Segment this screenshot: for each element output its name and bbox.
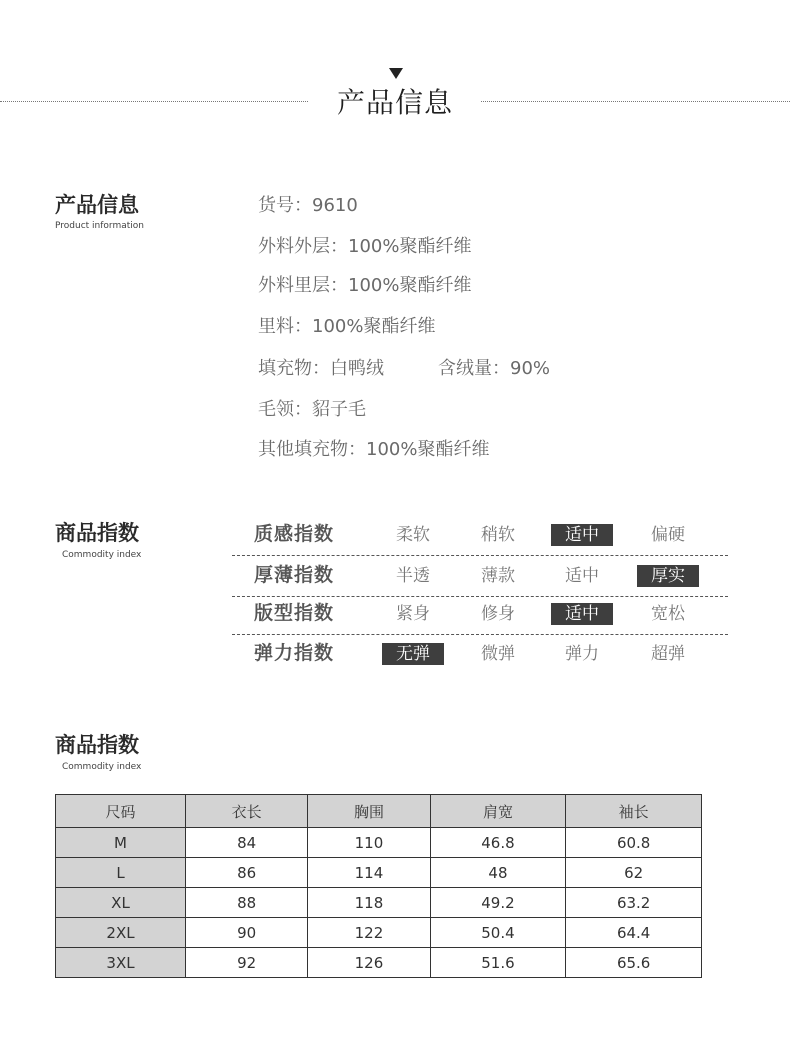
index-option: 紧身 (396, 604, 430, 624)
info-fill: 填充物：白鸭绒 (258, 358, 384, 379)
index-option: 宽松 (651, 604, 685, 624)
index-option: 稍软 (481, 525, 515, 545)
commodity-index-subtitle: Commodity index (62, 550, 142, 560)
table-row (56, 918, 702, 948)
size-table (55, 794, 702, 978)
size-table-title: 商品指数 (55, 733, 139, 757)
table-cell: 126 (308, 948, 430, 978)
table-row (56, 828, 702, 858)
table-cell: 60.8 (566, 828, 702, 858)
table-cell: 63.2 (566, 888, 702, 918)
table-cell: 86 (186, 858, 308, 888)
table-cell: 88 (186, 888, 308, 918)
info-other-fill: 其他填充物：100%聚酯纤维 (258, 439, 490, 460)
table-cell: 90 (186, 918, 308, 948)
index-option: 弹力 (565, 644, 599, 664)
column-header: 衣长 (186, 795, 308, 828)
table-cell: 114 (308, 858, 430, 888)
table-cell: 122 (308, 918, 430, 948)
table-row (56, 858, 702, 888)
index-label: 弹力指数 (254, 642, 335, 664)
index-option-selected: 厚实 (637, 565, 699, 587)
table-cell: 3XL (56, 948, 186, 978)
table-cell: XL (56, 888, 186, 918)
table-cell: 2XL (56, 918, 186, 948)
table-cell: 92 (186, 948, 308, 978)
info-lining: 里料：100%聚酯纤维 (258, 316, 436, 337)
index-option: 微弹 (481, 644, 515, 664)
table-cell: M (56, 828, 186, 858)
table-cell: 51.6 (430, 948, 566, 978)
table-row (56, 948, 702, 978)
index-option-selected: 无弹 (382, 643, 444, 665)
table-cell: 62 (566, 858, 702, 888)
index-option: 适中 (565, 566, 599, 586)
header-divider-right (481, 101, 790, 102)
triangle-down-icon (389, 68, 403, 79)
table-row (56, 888, 702, 918)
column-header: 肩宽 (430, 795, 566, 828)
index-row-thickness (232, 556, 728, 597)
index-row-fit (232, 594, 728, 635)
info-outer-lining: 外料里层：100%聚酯纤维 (258, 275, 472, 296)
page-title: 产品信息 (336, 86, 453, 119)
table-cell: 118 (308, 888, 430, 918)
info-item-number: 货号：9610 (258, 195, 358, 216)
index-option: 柔软 (396, 525, 430, 545)
index-row-texture (232, 515, 728, 556)
commodity-index-title: 商品指数 (55, 521, 139, 545)
index-label: 厚薄指数 (254, 564, 335, 586)
table-cell: 46.8 (430, 828, 566, 858)
table-cell: 110 (308, 828, 430, 858)
index-option: 薄款 (481, 566, 515, 586)
table-cell: 49.2 (430, 888, 566, 918)
size-table-subtitle: Commodity index (62, 762, 142, 772)
info-fill-row (258, 357, 550, 381)
table-cell: 50.4 (430, 918, 566, 948)
table-cell: L (56, 858, 186, 888)
info-down-content: 含绒量：90% (438, 358, 551, 379)
table-cell: 48 (430, 858, 566, 888)
info-outer-shell: 外料外层：100%聚酯纤维 (258, 236, 472, 257)
table-cell: 64.4 (566, 918, 702, 948)
index-label: 质感指数 (254, 523, 335, 545)
product-info-subtitle: Product information (55, 221, 144, 231)
index-option: 半透 (396, 566, 430, 586)
index-row-elasticity (232, 634, 728, 674)
index-label: 版型指数 (254, 602, 335, 624)
table-cell: 84 (186, 828, 308, 858)
table-header-row (56, 795, 702, 828)
index-option: 超弹 (651, 644, 685, 664)
index-option-selected: 适中 (551, 603, 613, 625)
column-header: 尺码 (56, 795, 186, 828)
index-option: 偏硬 (651, 525, 685, 545)
index-option: 修身 (481, 604, 515, 624)
column-header: 袖长 (566, 795, 702, 828)
header-divider-left (0, 101, 308, 102)
product-info-title: 产品信息 (55, 193, 139, 217)
info-collar: 毛领：貂子毛 (258, 399, 366, 420)
index-option-selected: 适中 (551, 524, 613, 546)
column-header: 胸围 (308, 795, 430, 828)
table-cell: 65.6 (566, 948, 702, 978)
